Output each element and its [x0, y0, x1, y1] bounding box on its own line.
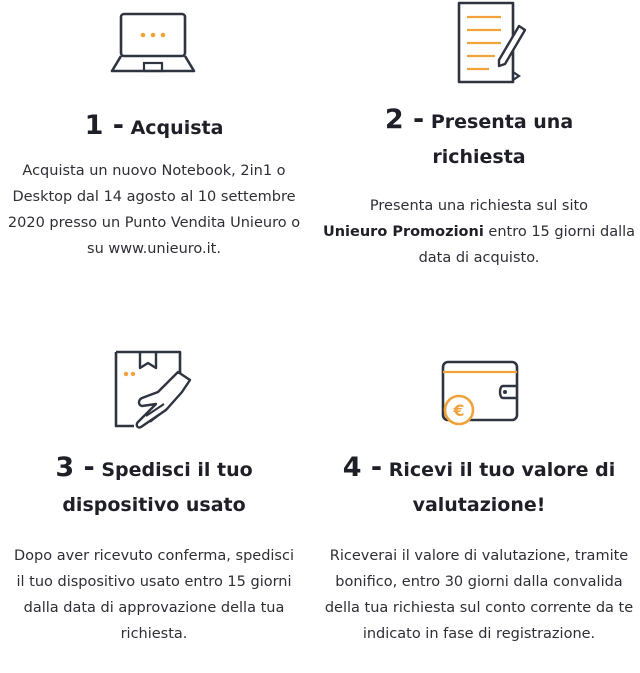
step-2 — [318, 0, 640, 271]
step-1 — [0, 0, 308, 262]
step-1-title — [0, 108, 308, 146]
step-2-desc-after: entro 15 giorni dalla data di acquisto. — [418, 224, 636, 266]
unieuro-promozioni-link[interactable]: Unieuro Promozioni — [322, 224, 484, 240]
step-1-title-text: Acquista — [130, 117, 224, 139]
step-4-number: 4 - — [342, 452, 383, 483]
step-3-description: Dopo aver ricevuto conferma, spedisci il tuo dispositivo usato entro 15 giorni dalla data di approvazione della tua richiesta. — [14, 548, 294, 642]
step-2-number: 2 - — [384, 104, 425, 135]
step-4 — [318, 340, 640, 647]
step-3-title-line1: Spedisci il tuo — [101, 459, 253, 481]
step-2-desc-before: Presenta una richiesta sul sito — [369, 198, 589, 214]
step-4-title-line2: valutazione! — [412, 494, 546, 516]
svg-text:€: € — [453, 401, 465, 420]
step-2-title-line1: Presenta una — [430, 111, 574, 133]
box-hand-icon — [94, 340, 214, 440]
step-3-title — [0, 450, 308, 523]
step-4-title — [318, 450, 640, 523]
step-3-number: 3 - — [55, 452, 95, 483]
wallet-euro-icon — [419, 340, 539, 440]
step-1-description: Acquista un nuovo Notebook, 2in1 o Desktop dal 14 agosto al 10 settembre 2020 presso un Punto Vendita Unieuro o su www.unieuro.it. — [7, 163, 301, 257]
laptop-icon — [94, 0, 214, 100]
step-4-description: Riceverai il valore di valutazione, tramite bonifico, entro 30 giorni dalla convalida della tua richiesta sul conto corrente da te indicato in fase di registrazione. — [324, 548, 634, 642]
step-1-number: 1 - — [84, 110, 124, 141]
step-2-description — [318, 193, 640, 271]
step-2-title — [318, 102, 640, 175]
document-pen-icon — [419, 0, 539, 92]
step-2-title-line2: richiesta — [432, 146, 526, 168]
step-4-title-line1: Ricevi il tuo valore di — [388, 459, 616, 481]
step-3-title-line2: dispositivo usato — [62, 494, 246, 516]
step-3 — [0, 340, 308, 647]
